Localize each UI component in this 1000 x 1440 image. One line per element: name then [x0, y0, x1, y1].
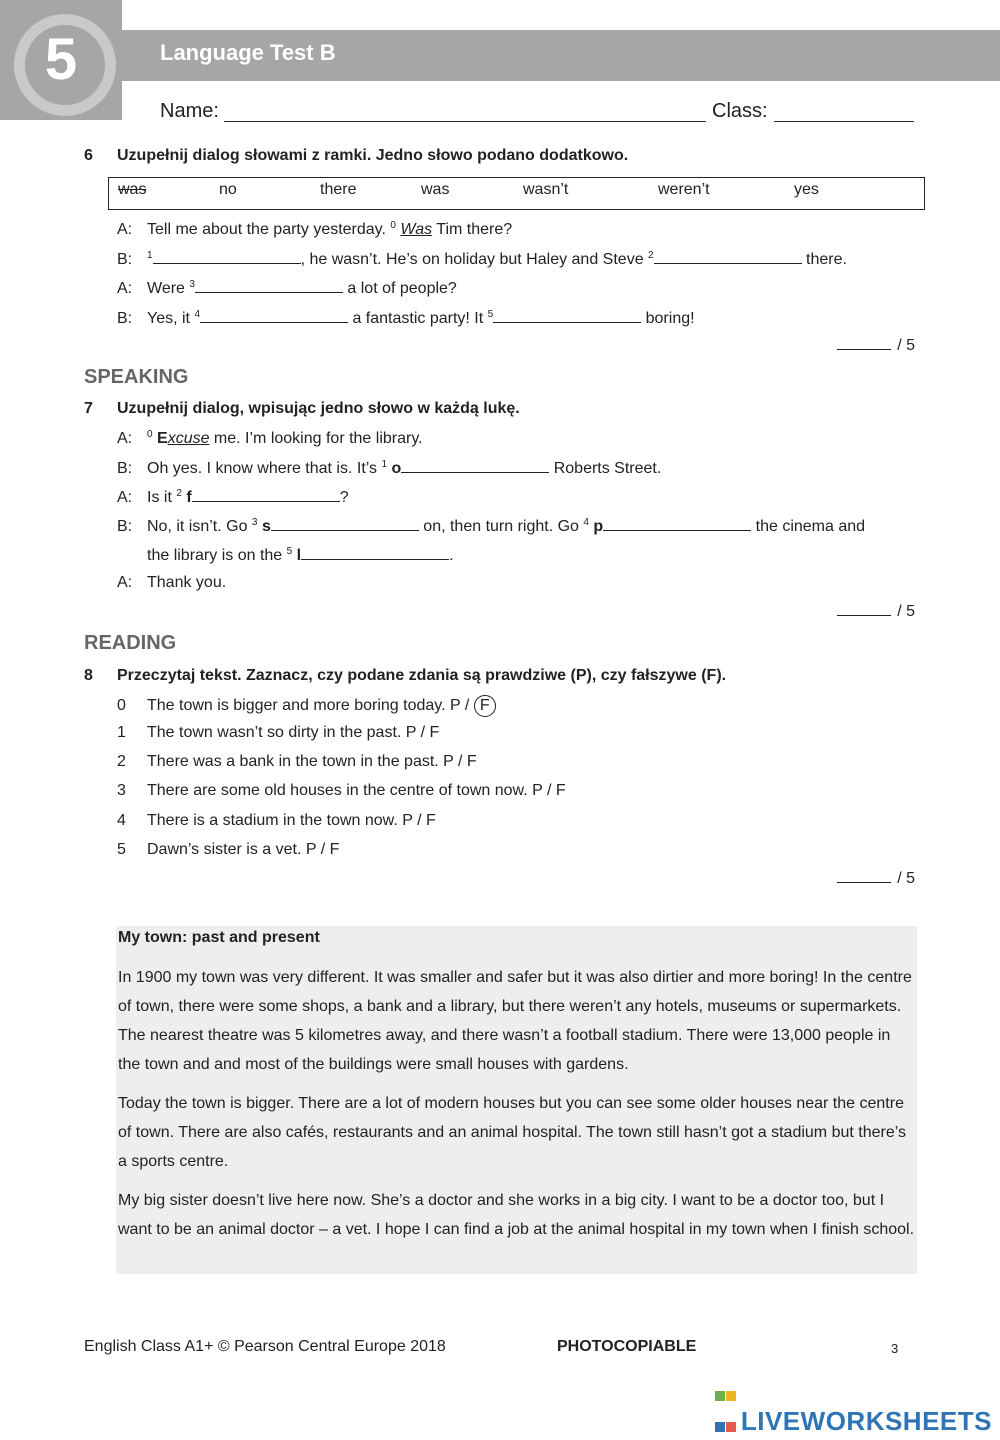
class-field[interactable]: [774, 121, 914, 122]
answer-blank-5[interactable]: [301, 545, 449, 560]
true-false-item[interactable]: 2 There was a bank in the town in the past. P / F: [117, 753, 477, 770]
dialog-line: A: Tell me about the party yesterday. $^0$ Was Tim there?: [117, 220, 513, 238]
page-number: 3: [891, 1341, 899, 1356]
true-false-item[interactable]: 1 The town wasn’t so dirty in the past. P / F: [117, 724, 440, 741]
word-box-item: weren’t: [658, 181, 710, 198]
example-answer: Was: [400, 221, 433, 238]
exercise-6-instruction: Uzupełnij dialog słowami z ramki. Jedno słowo podano dodatkowo.: [117, 147, 629, 164]
section-heading-speaking: SPEAKING: [84, 366, 189, 388]
reading-text-title: My town: past and present: [118, 929, 320, 946]
dialog-line: the library is on the $^5$ l .: [147, 546, 454, 564]
dialog-line: B: Oh yes. I know where that is. It’s $^1$ o Roberts Street.: [117, 459, 662, 477]
unit-number: 5: [44, 27, 78, 92]
score-field: / 5: [837, 870, 915, 888]
answer-blank-4[interactable]: [200, 308, 348, 323]
word-box-item: no: [219, 181, 237, 198]
name-label: Name:: [160, 100, 219, 122]
dialog-line: A: Thank you.: [117, 574, 227, 591]
header-bar: [0, 30, 1000, 81]
word-box-item: yes: [794, 181, 819, 198]
answer-blank-1[interactable]: [153, 249, 301, 264]
answer-blank-2[interactable]: [192, 487, 340, 502]
answer-blank-2[interactable]: [654, 249, 802, 264]
score-field: / 5: [837, 603, 915, 621]
dialog-line: A: Were $^3$ a lot of people?: [117, 279, 457, 297]
true-false-item[interactable]: 3 There are some old houses in the centre of town now. P / F: [117, 782, 566, 799]
word-box-item: was: [118, 181, 147, 198]
example-answer: xcuse: [167, 430, 210, 447]
true-false-item: 0 The town is bigger and more boring today. P / F: [117, 695, 496, 717]
exercise-8-number: 8: [84, 667, 93, 684]
circled-answer: F: [474, 695, 496, 717]
reading-paragraph: My big sister doesn’t live here now. She’s a doctor and she works in a big city. I want to be a doctor too, but I want to be an animal doctor – a vet. I hope I can find a job at the animal hospital in my town when I finish school.: [118, 1192, 915, 1238]
exercise-7-number: 7: [84, 400, 93, 417]
true-false-item[interactable]: 4 There is a stadium in the town now. P / F: [117, 812, 436, 829]
word-box-item: wasn’t: [523, 181, 569, 198]
answer-blank-4[interactable]: [603, 516, 751, 531]
answer-blank-5[interactable]: [493, 308, 641, 323]
word-box-item: was: [421, 181, 450, 198]
reading-text-box: [116, 926, 917, 1274]
page-title: Language Test B: [160, 40, 336, 65]
exercise-8-instruction: Przeczytaj tekst. Zaznacz, czy podane zdania są prawdziwe (P), czy fałszywe (F).: [117, 667, 727, 684]
liveworksheets-icon: [715, 1378, 737, 1400]
reading-paragraph: In 1900 my town was very different. It was smaller and safer but it was also dirtier and more boring! In the centre of town, there were some shops, a bank and a library, but there weren’t any hotels, museums or supermarkets. The nearest theatre was 5 kilometres away, and there wasn’t a football stadium. There were 13,000 people in the town and and most of the buildings were small houses with gardens.: [118, 969, 912, 1073]
footer-copyright: English Class A1+ © Pearson Central Europe 2018: [84, 1338, 446, 1355]
true-false-item[interactable]: 5 Dawn’s sister is a vet. P / F: [117, 841, 340, 858]
score-field: / 5: [837, 337, 915, 355]
exercise-6-number: 6: [84, 147, 93, 164]
answer-blank-3[interactable]: [271, 516, 419, 531]
dialog-line: B: $^1$ , he wasn’t. He’s on holiday but Haley and Steve $^2$ there.: [117, 250, 847, 268]
exercise-7-instruction: Uzupełnij dialog, wpisując jedno słowo w każdą lukę.: [117, 400, 520, 417]
dialog-line: B: Yes, it $^4$ a fantastic party! It $^5$ boring!: [117, 309, 695, 327]
section-heading-reading: READING: [84, 632, 177, 654]
dialog-line: A: Is it $^2$ f ?: [117, 488, 349, 506]
class-label: Class:: [712, 100, 768, 122]
name-field[interactable]: [224, 121, 706, 122]
footer-photocopiable: PHOTOCOPIABLE: [557, 1338, 697, 1355]
dialog-line: B: No, it isn’t. Go $^3$ s on, then turn right. Go $^4$ p the cinema and: [117, 517, 866, 535]
liveworksheets-logo: LIVEWORKSHEETS: [715, 1378, 992, 1437]
word-box-item: there: [320, 181, 357, 198]
dialog-line: A: $^0$ Excuse me. I’m looking for the library.: [117, 429, 423, 447]
reading-paragraph: Today the town is bigger. There are a lot of modern houses but you can see some older houses near the centre of town. There are also cafés, restaurants and an animal hospital. The town still hasn’t got a stadium but there’s a sports centre.: [118, 1095, 906, 1170]
answer-blank-1[interactable]: [401, 458, 549, 473]
answer-blank-3[interactable]: [195, 278, 343, 293]
word-box: [108, 177, 925, 210]
